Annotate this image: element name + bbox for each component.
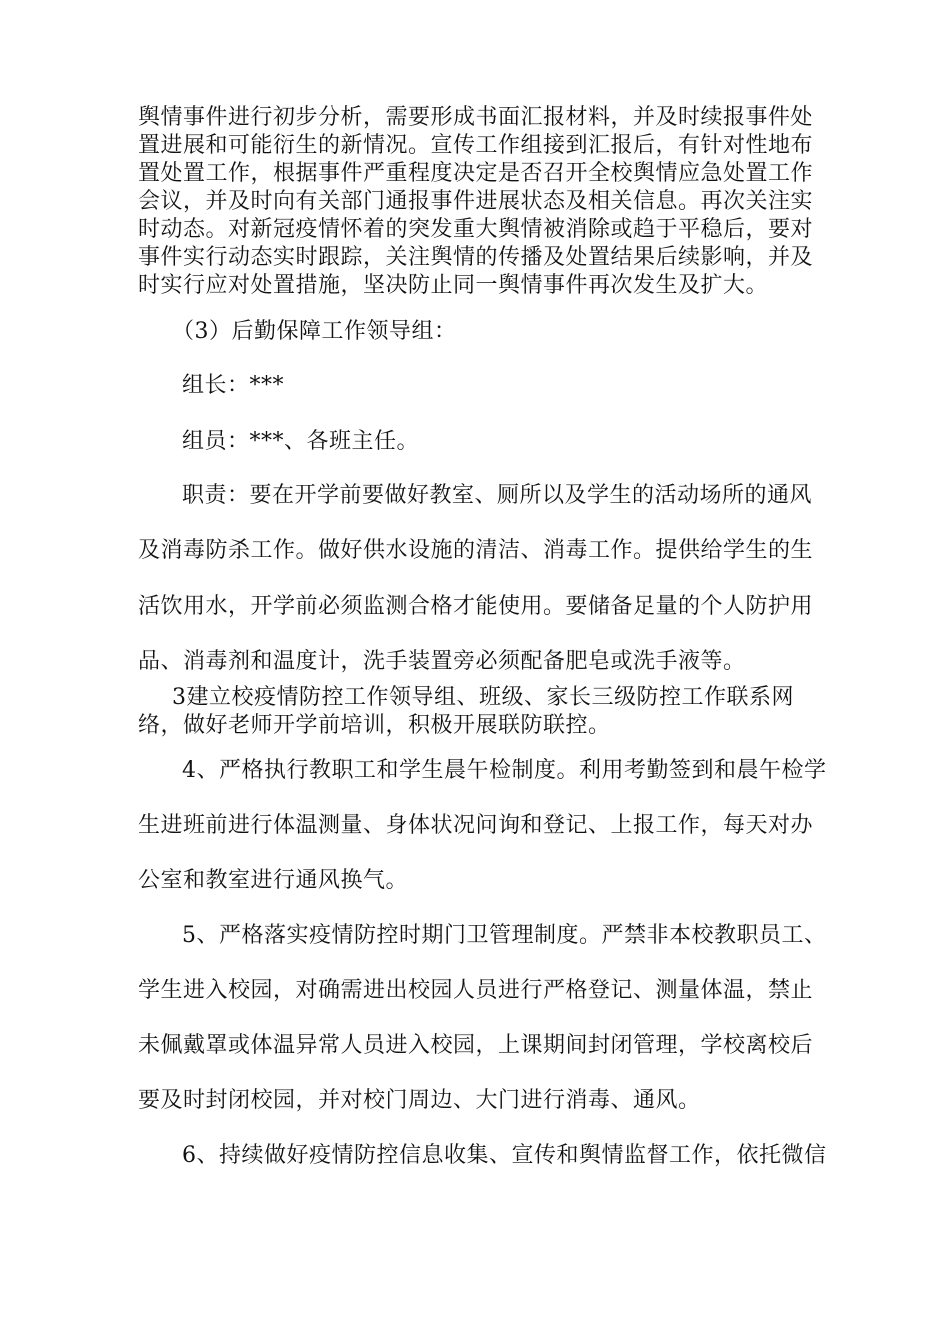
section-heading: （3）后勤保障工作领导组： bbox=[172, 319, 457, 344]
para1-line: 时实行应对处置措施，坚决防止同一舆情事件再次发生及扩大。 bbox=[138, 273, 769, 298]
duties-line: 活饮用水，开学前必须监测合格才能使用。要储备足量的个人防护用 bbox=[138, 594, 814, 619]
item3-line: 3建立校疫情防控工作领导组、班级、家长三级防控工作联系网 bbox=[172, 685, 794, 710]
duties-line: 及消毒防杀工作。做好供水设施的清洁、消毒工作。提供给学生的生 bbox=[138, 538, 814, 563]
para1-line: 置进展和可能衍生的新情况。宣传工作组接到汇报后，有针对性地布 bbox=[138, 133, 814, 158]
item5-line: 5、严格落实疫情防控时期门卫管理制度。严禁非本校教职员工、 bbox=[182, 923, 827, 948]
item6-line: 6、持续做好疫情防控信息收集、宣传和舆情监督工作，依托微信 bbox=[182, 1143, 827, 1168]
duties-line: 品、消毒剂和温度计，洗手装置旁必须配备肥皂或洗手液等。 bbox=[138, 649, 746, 674]
para1-line: 舆情事件进行初步分析，需要形成书面汇报材料，并及时续报事件处 bbox=[138, 105, 814, 130]
para1-line: 会议，并及时向有关部门通报事件进展状态及相关信息。再次关注实 bbox=[138, 189, 814, 214]
duties-line: 职责：要在开学前要做好教室、厕所以及学生的活动场所的通风 bbox=[182, 483, 813, 508]
leader-line: 组长：*** bbox=[182, 373, 285, 398]
item5-line: 要及时封闭校园，并对校门周边、大门进行消毒、通风。 bbox=[138, 1088, 701, 1113]
item4-line: 4、严格执行教职工和学生晨午检制度。利用考勤签到和晨午检学 bbox=[182, 758, 827, 783]
members-line: 组员：***、各班主任。 bbox=[182, 429, 420, 454]
item4-line: 公室和教室进行通风换气。 bbox=[138, 868, 409, 893]
item3-line: 络，做好老师开学前培训，积极开展联防联控。 bbox=[138, 713, 611, 738]
para1-line: 时动态。对新冠疫情怀着的突发重大舆情被消除或趋于平稳后，要对 bbox=[138, 217, 814, 242]
item4-line: 生进班前进行体温测量、身体状况问询和登记、上报工作，每天对办 bbox=[138, 813, 814, 838]
para1-line: 置处置工作，根据事件严重程度决定是否召开全校舆情应急处置工作 bbox=[138, 161, 814, 186]
item5-line: 未佩戴罩或体温异常人员进入校园，上课期间封闭管理，学校离校后 bbox=[138, 1033, 814, 1058]
item5-line: 学生进入校园，对确需进出校园人员进行严格登记、测量体温，禁止 bbox=[138, 978, 814, 1003]
para1-line: 事件实行动态实时跟踪，关注舆情的传播及处置结果后续影响，并及 bbox=[138, 245, 814, 270]
